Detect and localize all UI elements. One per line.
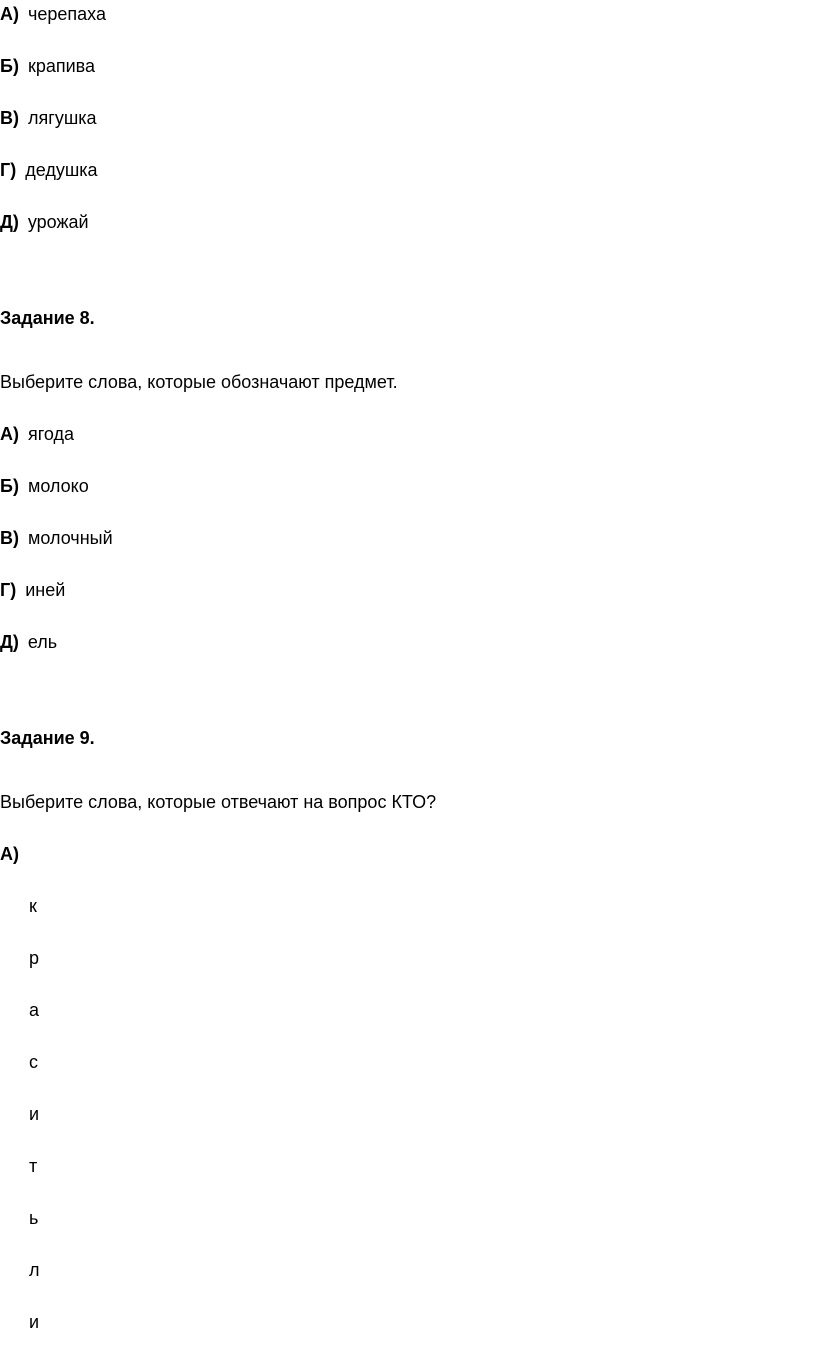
task7-option-d [0, 210, 89, 234]
option-text: молоко [27, 476, 89, 496]
option-text: лягушка [28, 108, 97, 128]
task9-letter: л [29, 1260, 40, 1280]
task8-option-d [0, 630, 57, 654]
option-label: А) [0, 424, 19, 444]
option-text: иней [25, 580, 66, 600]
option-text: молочный [28, 528, 113, 548]
task7-option-v [0, 106, 97, 130]
option-label: Д) [0, 212, 19, 232]
option-text: черепаха [28, 4, 106, 24]
option-label: В) [0, 108, 19, 128]
option-text: крапива [27, 56, 96, 76]
task9-title: Задание 9. [0, 728, 95, 748]
task8-option-g [0, 578, 65, 602]
task9-option-a-label: А) [0, 844, 19, 864]
task7-option-a [0, 2, 106, 26]
task8-option-v [0, 526, 113, 550]
task9-letter: и [29, 1312, 40, 1332]
option-label: Б) [0, 476, 19, 496]
option-label: В) [0, 528, 19, 548]
task8-option-b [0, 474, 89, 498]
option-label: Б) [0, 56, 19, 76]
option-text: дедушка [25, 160, 98, 180]
option-text: урожай [27, 212, 89, 232]
task8-title: Задание 8. [0, 308, 95, 328]
task9-letter: р [29, 948, 40, 968]
option-label: А) [0, 4, 19, 24]
task9-letter: т [29, 1156, 38, 1176]
option-label: Г) [0, 580, 17, 600]
task8-option-a [0, 422, 74, 446]
task9-letter: к [29, 896, 37, 916]
task9-letter: и [29, 1104, 40, 1124]
task7-option-b [0, 54, 95, 78]
option-label: Д) [0, 632, 19, 652]
option-label: Г) [0, 160, 17, 180]
task8-question: Выберите слова, которые обозначают предмет. [0, 372, 398, 392]
task9-question: Выберите слова, которые отвечают на вопрос КТО? [0, 792, 437, 812]
task7-option-g [0, 158, 98, 182]
option-text: ягода [28, 424, 75, 444]
task9-letter: ь [29, 1208, 39, 1228]
task9-letter: с [29, 1052, 38, 1072]
option-text: ель [27, 632, 58, 652]
task9-letter: а [29, 1000, 40, 1020]
